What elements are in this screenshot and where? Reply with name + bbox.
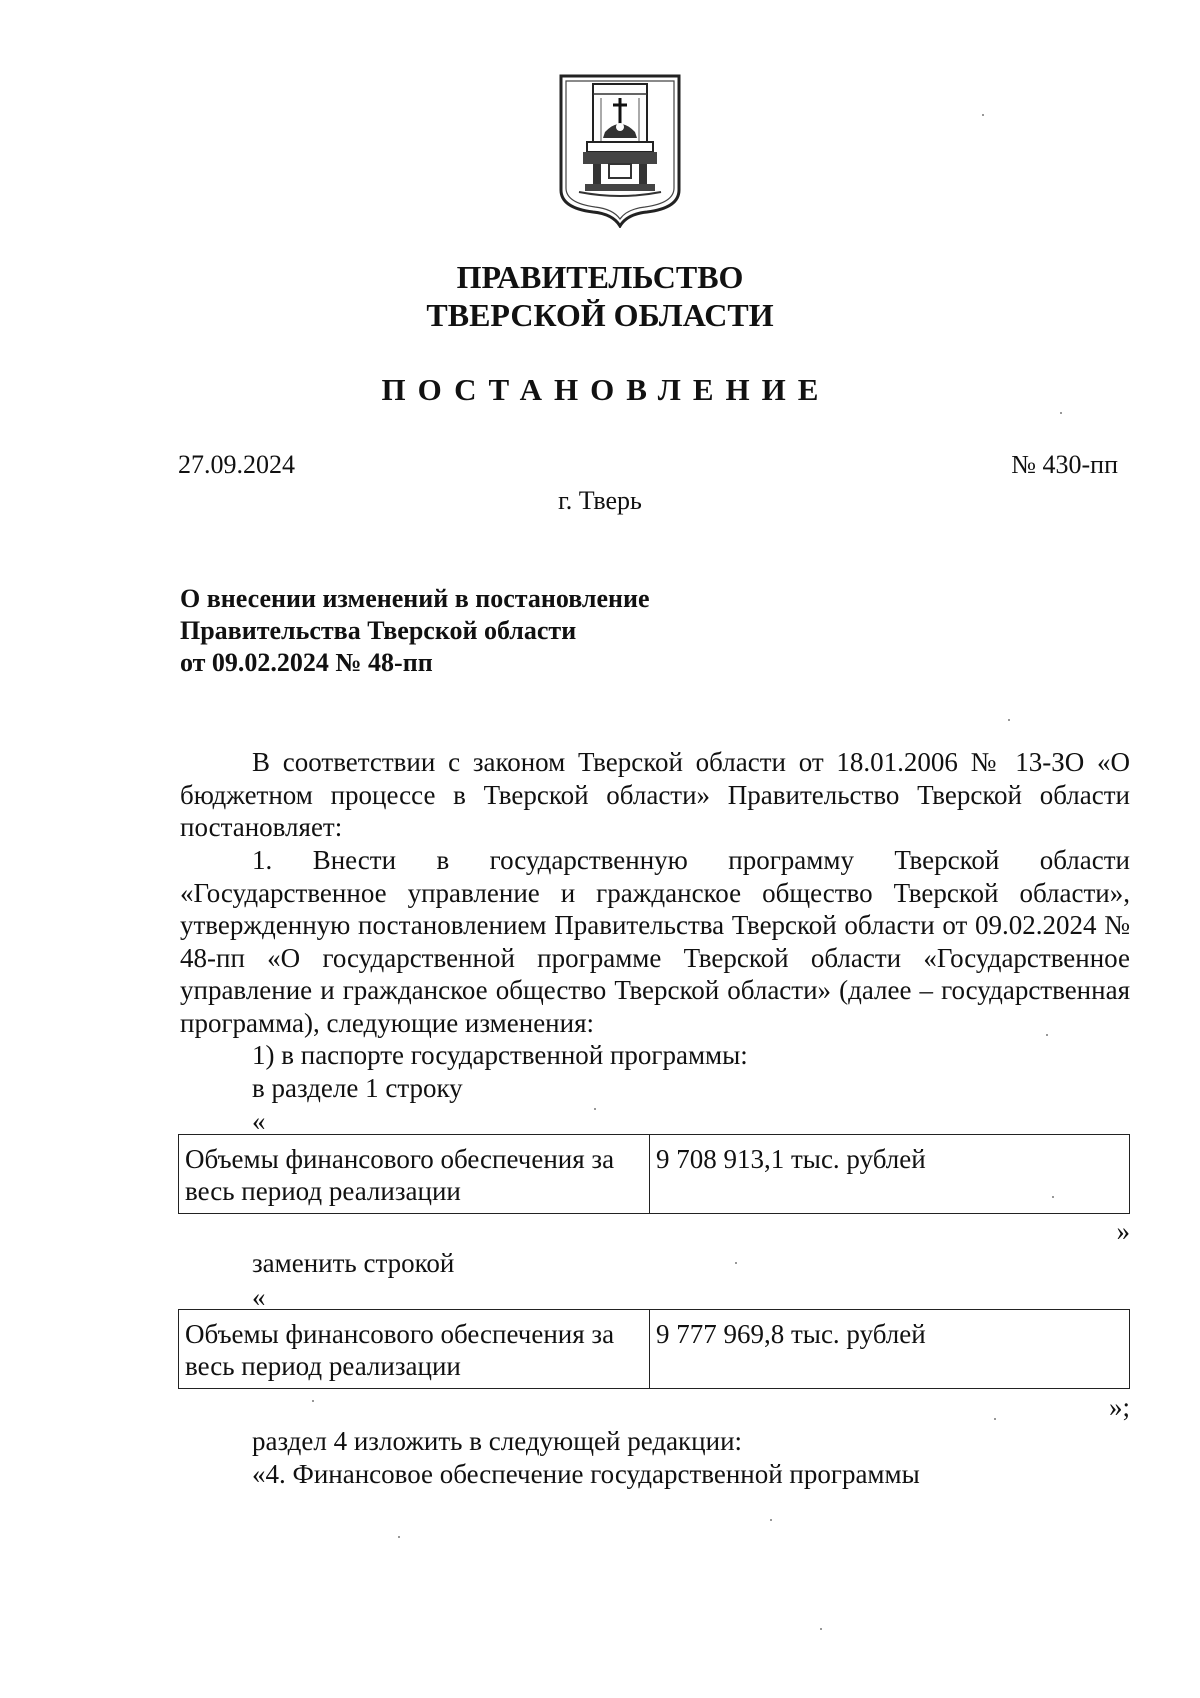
- org-line-2: ТВЕРСКОЙ ОБЛАСТИ: [426, 297, 774, 333]
- scan-speck: [398, 1536, 400, 1538]
- tver-coat-of-arms-icon: [557, 72, 683, 228]
- scan-speck: [994, 1418, 996, 1420]
- scan-speck: [1008, 719, 1010, 721]
- scan-speck: [982, 114, 984, 116]
- clause-1-paragraph: 1. Внести в государственную программу Тверской области «Государственное управление и гражданское общество Тверской области», утвержденную постановлением Правительства Тверской области от 09.02.2024 № 48-пп «О государственной программе Тверской области «Государственное управление и гражданское общество Тверской области» (далее – государственная программа), следующие изменения:: [180, 845, 1130, 1038]
- open-quote-2: «: [252, 1282, 266, 1312]
- subject-line-1: О внесении изменений в постановление: [180, 584, 650, 613]
- document-type: ПОСТАНОВЛЕНИЕ: [381, 372, 831, 407]
- old-financing-table: [178, 1134, 1130, 1214]
- org-line-1: ПРАВИТЕЛЬСТВО: [456, 259, 744, 295]
- subject-line-2: Правительства Тверской области: [180, 616, 577, 645]
- section-1-text: в разделе 1 строку: [252, 1073, 463, 1103]
- scan-speck: [820, 1628, 822, 1630]
- table-row: [179, 1310, 1130, 1389]
- document-number: № 430-пп: [1011, 450, 1118, 479]
- preamble-paragraph: В соответствии с законом Тверской области от 18.01.2006 № 13-ЗО «О бюджетном процессе в Тверской области» Правительство Тверской области постановляет:: [180, 747, 1130, 843]
- close-quote-2: »;: [1108, 1392, 1130, 1422]
- scan-speck: [312, 1400, 314, 1402]
- new-financing-table: [178, 1309, 1130, 1389]
- passport-item: 1) в паспорте государственной программы:: [252, 1040, 748, 1070]
- old-row-value: 9 708 913,1 тыс. рублей: [650, 1135, 1130, 1214]
- table-row: [179, 1135, 1130, 1214]
- scan-speck: [770, 1519, 772, 1521]
- document-city: г. Тверь: [558, 486, 642, 515]
- government-name: [0, 258, 1200, 334]
- replace-text: заменить строкой: [252, 1248, 455, 1278]
- old-row-label: Объемы финансового обеспечения за весь период реализации: [179, 1135, 650, 1214]
- scan-speck: [594, 1108, 596, 1110]
- close-quote-1: »: [1116, 1216, 1130, 1246]
- scan-speck: [1052, 1196, 1054, 1198]
- section-4-intro: раздел 4 изложить в следующей редакции:: [252, 1426, 743, 1456]
- scan-speck: [1046, 1034, 1048, 1036]
- scan-speck: [735, 1262, 737, 1264]
- scan-speck: [1060, 412, 1062, 414]
- section-4-title: «4. Финансовое обеспечение государственной программы: [252, 1459, 920, 1489]
- new-row-label: Объемы финансового обеспечения за весь период реализации: [179, 1310, 650, 1389]
- subject-line-3: от 09.02.2024 № 48-пп: [180, 648, 433, 677]
- open-quote-1: «: [252, 1106, 266, 1136]
- document-date: 27.09.2024: [178, 450, 295, 479]
- document-subject: [180, 583, 650, 679]
- new-row-value: 9 777 969,8 тыс. рублей: [650, 1310, 1130, 1389]
